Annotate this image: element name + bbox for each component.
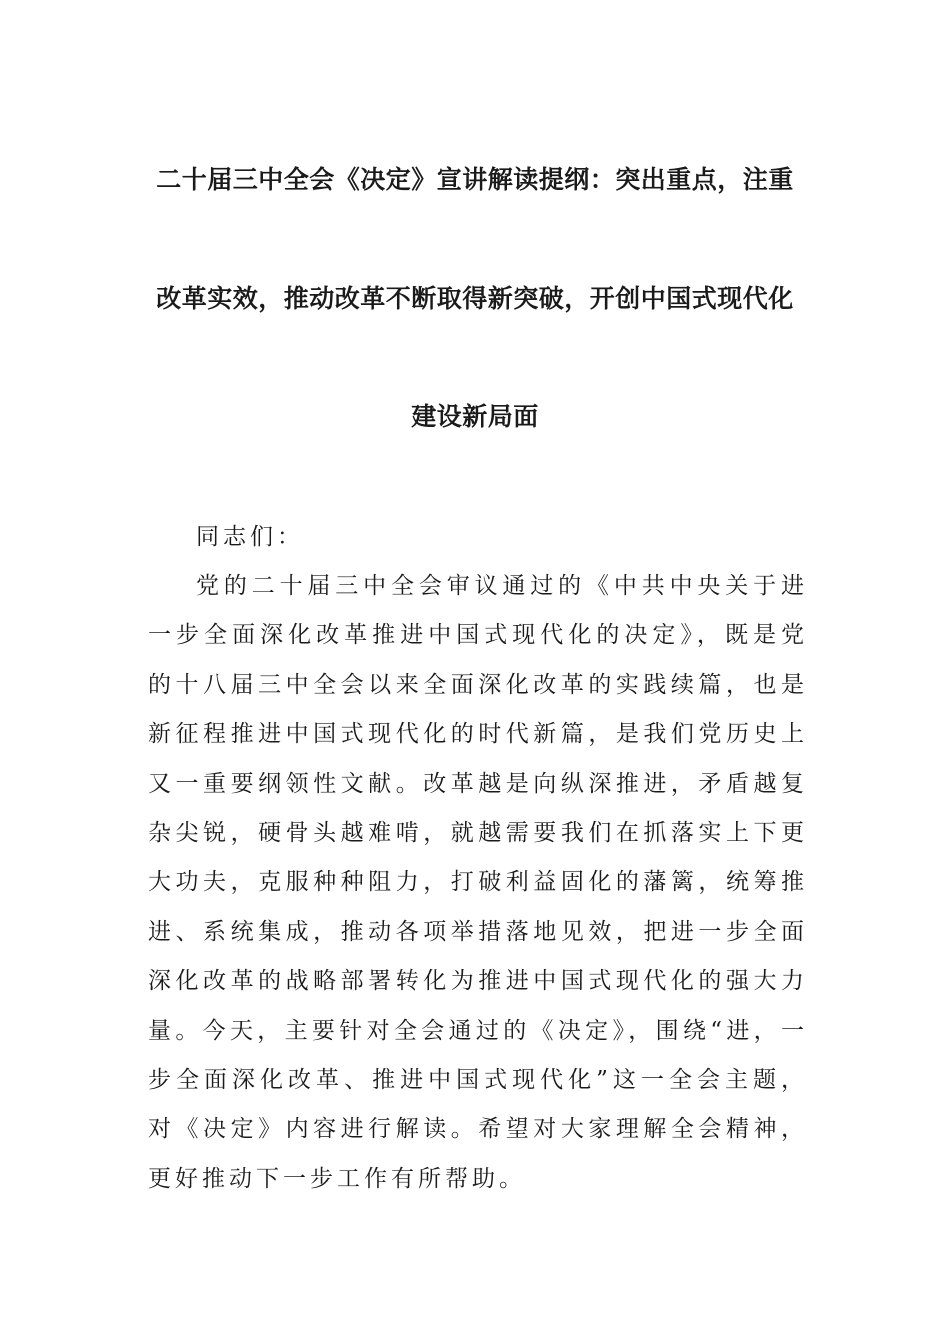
salutation: 同志们： — [196, 524, 304, 550]
body-paragraph: 党的二十届三中全会审议通过的《中共中央关于进一步全面深化改革推进中国式现代化的决定》，既是党的十八届三中全会以来全面深化改革的实践续篇，也是新征程推进中国式现代化的时代新篇，是我们党历史上又一重要纲领性文献。改革越是向纵深推进，矛盾越复杂尖锐，硬骨头越难啃，就越需要我们在抓落实上下更大功夫，克服种种阻力，打破利益固化的藩篱，统筹推进、系统集成，推动各项举措落地见效，把进一步全面深化改革的战略部署转化为推进中国式现代化的强大力量。今天，主要针对全会通过的《决定》，围绕“进，一步全面深化改革、推进中国式现代化”这一全会主题，对《决定》内容进行解读。希望对大家理解全会精神，更好推动下一步工作有所帮助。 — [148, 573, 808, 1192]
title-line-1: 二十届三中全会《决定》宣讲解读提纲：突出重点，注重 — [156, 165, 794, 194]
title-line-2: 改革实效，推动改革不断取得新突破，开创中国式现代化 — [156, 284, 794, 313]
title-line-3: 建设新局面 — [411, 402, 539, 431]
